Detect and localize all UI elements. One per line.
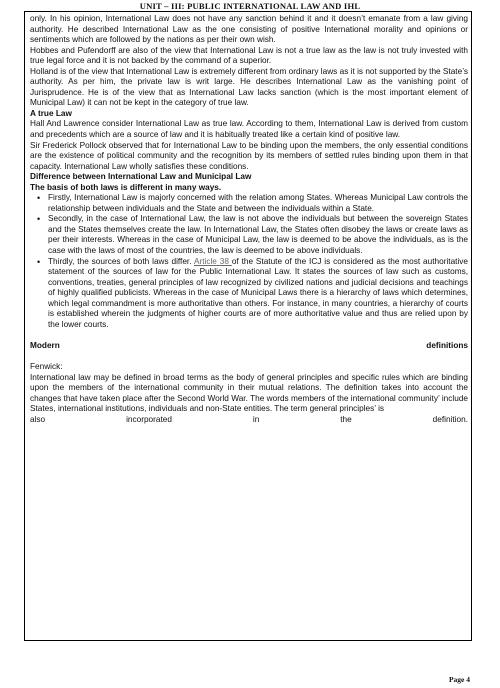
list-item-text: of the Statute of the ICJ is considered as the most authoritative statement of the sources of law for the Public International Law. It states the sources of law such as customs, conventions, treaties, general principles of law recognized by civilized nations and judicial decisions and teachings of highly qualified publicists. Whereas in the case of Municipal Laws there is a hierarchy of laws which determines, which legal commandment is more authoritative than others. For instance, in many countries, a hierarchy of courts is established wherein the judgments of higher courts are of more authoritative value and thus are relied upon by the lower courts. (48, 256, 468, 329)
heading-word: definitions (426, 340, 468, 350)
paragraph-last-line (30, 415, 468, 426)
sub-heading: The basis of both laws is different in many ways. (30, 182, 222, 192)
list-item: • Secondly, in the case of International Law, the law is not above the individuals but between the sovereign States and the States themselves create the law. In International Law, the States often disobey the laws or create laws as per their interests. Whereas in the case of Municipal Law, the law is deemed to be above the individuals, as is the case with the laws of most of the countries, the law is deemed to be above individuals. (48, 214, 468, 256)
paragraph: Holland is of the view that International Law is extremely different from ordinary laws as it is not supported by the State’s authority. As per him, the private law is writ large. He describes International Law as the vanishing point of Jurisprudence. He is of the view that as International Law lacks sanction (which is the most important element of Municipal Law) it can not be kept in the category of true law. (30, 66, 468, 108)
paragraph: Hobbes and Pufendorff are also of the view that International Law is not a true law as the law is not truly invested with true legal force and it is not backed by the command of a superior. (30, 45, 468, 66)
page-header: UNIT – III: PUBLIC INTERNATIONAL LAW AND IHL (139, 1, 361, 11)
paragraph: only. In his opinion, International Law does not have any sanction behind it and it doesn’t emanate from a law giving authority. He described International Law as the one consisting of positive International morality and opinions or sentiments which are followed by the nations as per their own wish. (30, 14, 468, 45)
word: in (252, 414, 260, 424)
list-item: • Firstly, International Law is majorly concerned with the relation among States. Whereas Municipal Law controls the relationship between individuals and the State and between the individuals within a State. (48, 193, 468, 214)
paragraph: Hall And Lawrence consider International Law as true law. According to them, International Law is derived from custom and precedents which are a source of law and it is habitually treated like a certain kind of positive law. (30, 119, 468, 140)
article-38-link[interactable]: Article 38 (193, 256, 232, 266)
list-item (48, 257, 468, 331)
page-number: Page 4 (448, 675, 470, 684)
paragraph: Sir Frederick Pollock observed that for International Law to be binding upon the members, the only essential conditions are the existence of political community and the recognition by its members of settled rules binding upon them in that capacity. International Law wholly satisfies these conditions. (30, 140, 468, 171)
heading-word: Modern (30, 340, 60, 350)
word: definition. (432, 414, 468, 424)
page-body (30, 14, 468, 425)
section-heading: Difference between International Law and Municipal Law (30, 172, 252, 182)
word: the (340, 414, 352, 424)
spacer (30, 351, 468, 362)
paragraph: International law may be defined in broad terms as the body of general principles and specific rules which are binding upon the members of the international community in their mutual relations. The definition takes into account the changes that have taken place after the Second World War. The words members of the international community’ include States, international institutions, individuals and non-State entities. The term general principles’ is (30, 372, 468, 414)
word: also (30, 414, 46, 424)
spacer (30, 330, 468, 341)
section-heading: A true Law (30, 108, 72, 118)
bullet-list (30, 193, 468, 330)
section-heading (30, 341, 468, 352)
paragraph: Fenwick: (30, 361, 63, 371)
word: incorporated (126, 414, 172, 424)
list-item-text: Thirdly, the sources of both laws differ. (48, 256, 194, 266)
